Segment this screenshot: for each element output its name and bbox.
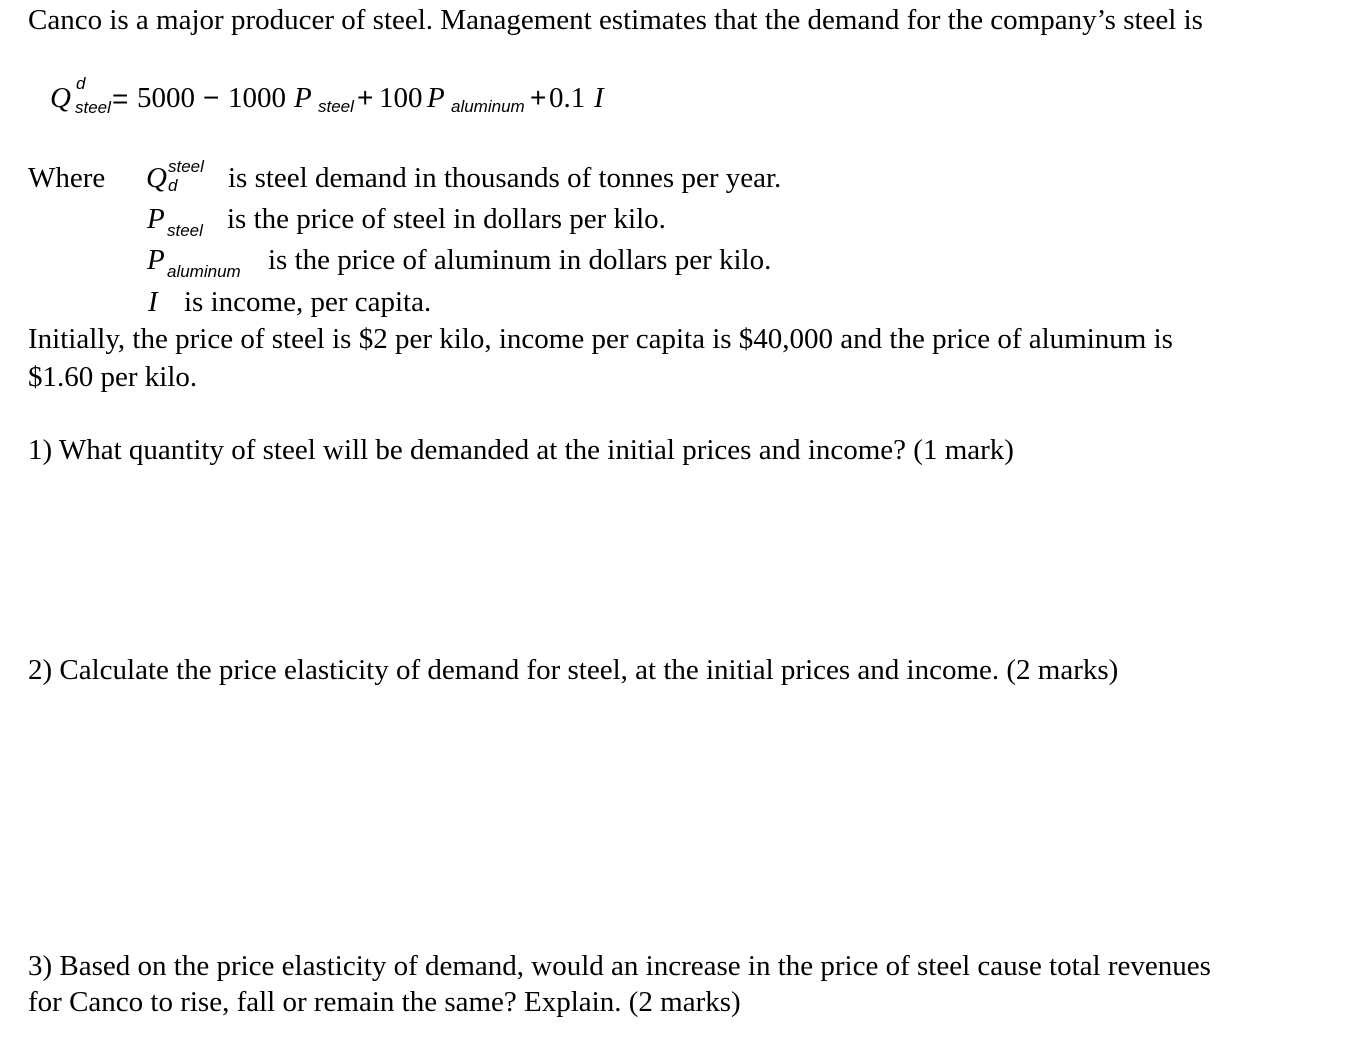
eq-q-superscript: d	[76, 74, 86, 93]
eq-plus-sign-2: +	[530, 82, 547, 113]
eq-p-steel-subscript: steel	[318, 97, 354, 116]
initial-conditions-line-2: $1.60 per kilo.	[28, 361, 198, 393]
def-q-subscript: d	[168, 176, 178, 195]
def-income-symbol: I	[148, 286, 158, 318]
eq-q-subscript: steel	[75, 98, 111, 117]
question-2: 2) Calculate the price elasticity of demand for steel, at the initial prices and income. (2 marks)	[28, 654, 1119, 686]
where-label: Where	[28, 162, 106, 194]
def-p-steel-subscript: steel	[167, 221, 203, 240]
eq-equals-sign: =	[112, 83, 129, 114]
eq-p-steel-symbol: P	[294, 82, 312, 114]
eq-coef-aluminum: 100	[379, 82, 423, 114]
eq-plus-sign-1: +	[357, 82, 374, 113]
question-3-line-2: for Canco to rise, fall or remain the same? Explain. (2 marks)	[28, 986, 741, 1018]
question-3-line-1: 3) Based on the price elasticity of demand, would an increase in the price of steel cause total revenues	[28, 950, 1211, 982]
eq-p-aluminum-subscript: aluminum	[451, 97, 525, 116]
def-p-steel-symbol: P	[147, 203, 165, 235]
initial-conditions-line-1: Initially, the price of steel is $2 per kilo, income per capita is $40,000 and the price of aluminum is	[28, 323, 1173, 355]
def-income-text: is income, per capita.	[184, 286, 432, 318]
eq-minus-sign: −	[203, 82, 220, 113]
def-q-superscript: steel	[168, 157, 204, 176]
def-q-symbol: Q	[146, 162, 167, 194]
def-q-text: is steel demand in thousands of tonnes per year.	[228, 162, 782, 194]
intro-text: Canco is a major producer of steel. Management estimates that the demand for the company’s steel is	[28, 4, 1203, 36]
def-p-aluminum-symbol: P	[147, 244, 165, 276]
def-p-aluminum-subscript: aluminum	[167, 262, 241, 281]
def-p-aluminum-text: is the price of aluminum in dollars per kilo.	[268, 244, 772, 276]
def-p-steel-text: is the price of steel in dollars per kilo.	[227, 203, 666, 235]
eq-constant: 5000	[137, 82, 195, 114]
eq-q-symbol: Q	[50, 82, 71, 114]
eq-income-symbol: I	[594, 82, 604, 114]
eq-p-aluminum-symbol: P	[427, 82, 445, 114]
eq-coef-income: 0.1	[549, 82, 586, 114]
question-1: 1) What quantity of steel will be demanded at the initial prices and income? (1 mark)	[28, 434, 1014, 466]
eq-coef-steel: 1000	[228, 82, 286, 114]
